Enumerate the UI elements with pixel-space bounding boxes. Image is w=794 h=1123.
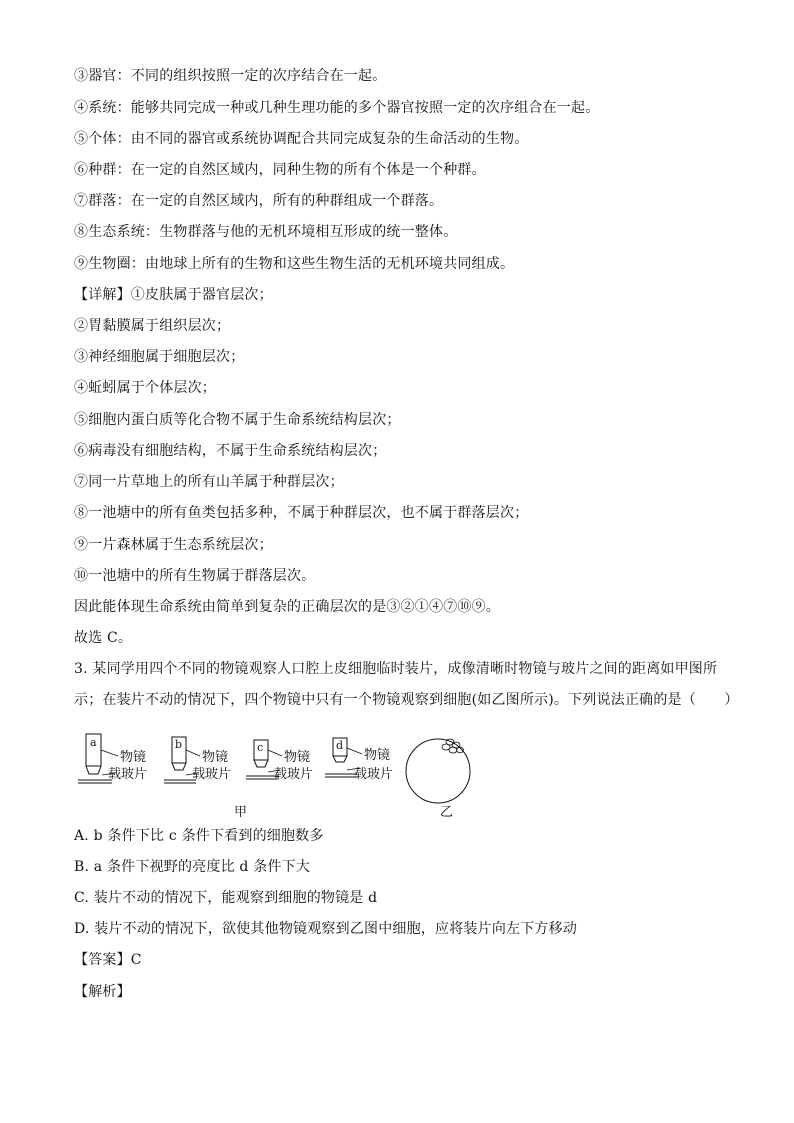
text-line-detail-10: ⑩一池塘中的所有生物属于群落层次。 (74, 568, 316, 584)
objective-c (246, 740, 313, 782)
objective-a (78, 734, 147, 783)
text-line-individual: ⑤个体：由不同的器官或系统协调配合共同完成复杂的生命活动的生物。 (74, 131, 529, 147)
objective-d-lens-label: 物镜 (364, 748, 391, 763)
text-line-detail-1: 【详解】①皮肤属于器官层次； (74, 287, 273, 303)
text-line-detail-5: ⑤细胞内蛋白质等化合物不属于生命系统结构层次； (74, 412, 401, 428)
objective-b-lens-label: 物镜 (202, 750, 229, 765)
objective-b-slide-label: 载玻片 (192, 767, 232, 782)
text-line-detail-2: ②胃黏膜属于组织层次； (74, 318, 231, 334)
objective-b (164, 737, 231, 783)
text-line-detail-4: ④蚯蚓属于个体层次； (74, 380, 216, 396)
objective-c-slide-label: 载玻片 (274, 767, 314, 782)
figure-caption-jia: 甲 (234, 805, 248, 820)
analysis-heading: 【解析】 (74, 984, 131, 1000)
question-stem-line-1: 3. 某同学用四个不同的物镜观察人口腔上皮细胞临时装片，成像清晰时物镜与玻片之间的距离如甲图所 (74, 661, 718, 677)
objective-d-letter: d (336, 739, 344, 752)
text-line-detail-9: ⑨一片森林属于生态系统层次； (74, 537, 273, 553)
objective-a-lens-label: 物镜 (120, 750, 147, 765)
objective-d (325, 738, 393, 782)
objective-c-letter: c (257, 741, 264, 754)
text-line-biosphere: ⑨生物圈：由地球上所有的生物和这些生物生活的无机环境共同组成。 (74, 256, 515, 272)
text-line-detail-7: ⑦同一片草地上的所有山羊属于种群层次； (74, 474, 344, 490)
text-line-detail-6: ⑥病毒没有细胞结构，不属于生命系统结构层次； (74, 443, 387, 459)
text-line-detail-3: ③神经细胞属于细胞层次； (74, 349, 245, 365)
objective-c-lens-label: 物镜 (284, 750, 311, 765)
field-of-view (406, 739, 470, 803)
microscope-figure (74, 728, 474, 820)
text-line-choice: 故选 C。 (74, 630, 133, 646)
option-c: C. 装片不动的情况下，能观察到细胞的物镜是 d (74, 890, 378, 906)
text-line-system: ④系统：能够共同完成一种或几种生理功能的多个器官按照一定的次序组合在一起。 (74, 100, 600, 116)
option-d: D. 装片不动的情况下，欲使其他物镜观察到乙图中细胞，应将装片向左下方移动 (74, 921, 578, 937)
objective-a-letter: a (90, 736, 97, 749)
text-line-ecosystem: ⑧生态系统：生物群落与他的无机环境相互形成的统一整体。 (74, 224, 458, 240)
text-line-detail-8: ⑧一池塘中的所有鱼类包括多种，不属于种群层次，也不属于群落层次； (74, 505, 529, 521)
question-stem-line-2: 示；在装片不动的情况下，四个物镜中只有一个物镜观察到细胞(如乙图所示)。下列说法正确的是（ ） (74, 692, 739, 708)
text-line-organ: ③器官：不同的组织按照一定的次序结合在一起。 (74, 68, 387, 84)
answer-line: 【答案】C (74, 952, 142, 968)
option-b: B. a 条件下视野的亮度比 d 条件下大 (74, 859, 311, 875)
option-a: A. b 条件下比 c 条件下看到的细胞数多 (74, 828, 324, 844)
objective-a-slide-label: 载玻片 (108, 767, 148, 782)
figure-caption-yi: 乙 (440, 805, 454, 820)
figure-drawing (74, 728, 474, 820)
objective-b-letter: b (175, 738, 183, 751)
text-line-community: ⑦群落：在一定的自然区域内，所有的种群组成一个群落。 (74, 193, 444, 209)
text-line-population: ⑥种群：在一定的自然区域内，同种生物的所有个体是一个种群。 (74, 162, 486, 178)
objective-d-slide-label: 载玻片 (354, 767, 394, 782)
text-line-conclusion: 因此能体现生命系统由简单到复杂的正确层次的是③②①④⑦⑩⑨。 (74, 599, 500, 615)
